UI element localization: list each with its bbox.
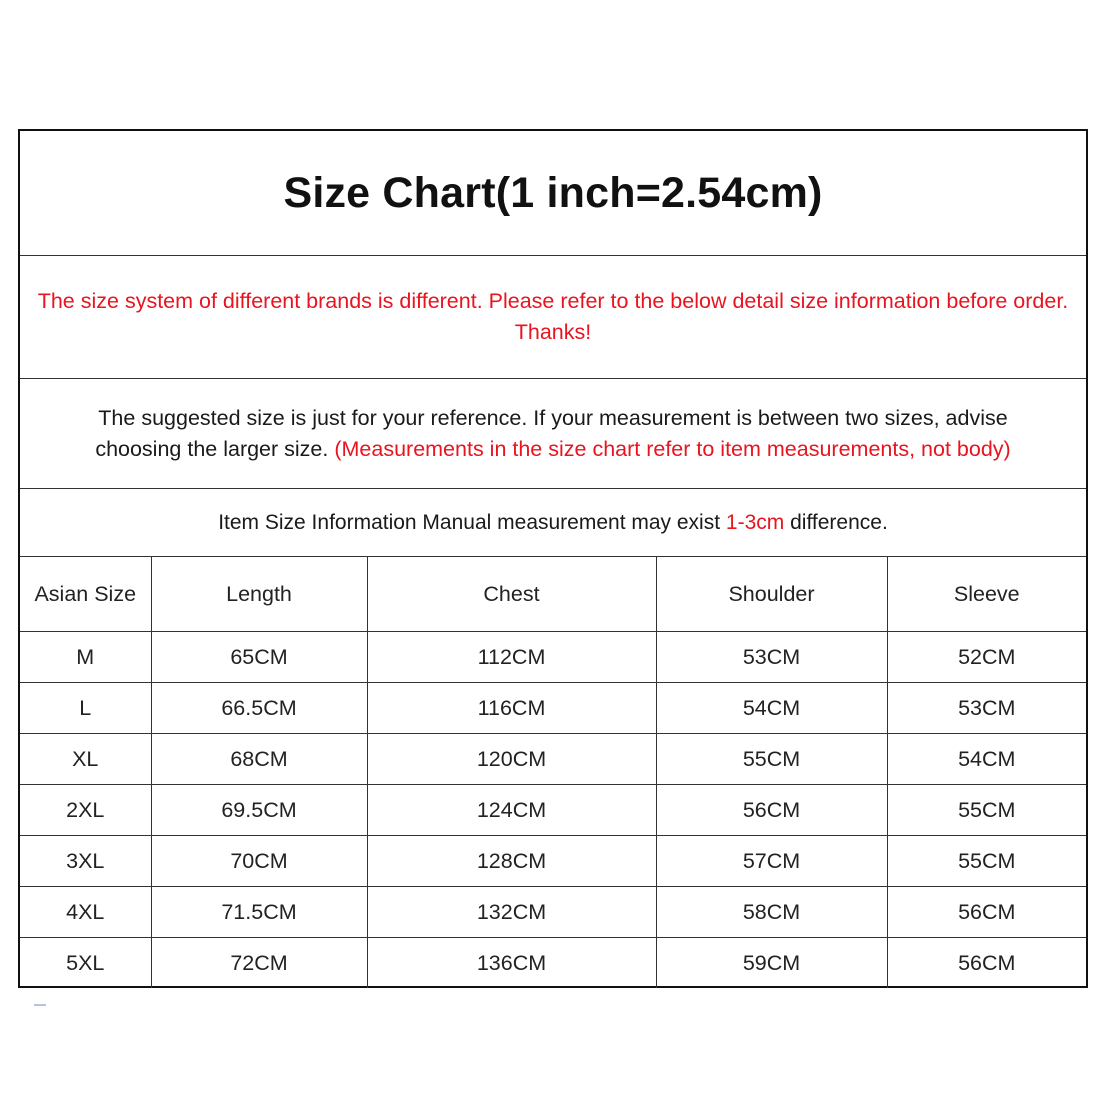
- title-block: [20, 131, 1086, 256]
- cell-chest: 116CM: [367, 683, 656, 734]
- decorative-mark: [34, 1004, 46, 1006]
- cell-sleeve: 54CM: [887, 734, 1086, 785]
- header-length: Length: [151, 557, 367, 632]
- cell-chest: 120CM: [367, 734, 656, 785]
- cell-chest: 128CM: [367, 836, 656, 887]
- note-text: [53, 403, 1053, 465]
- cell-length: 70CM: [151, 836, 367, 887]
- cell-shoulder: 56CM: [656, 785, 887, 836]
- cell-chest: 136CM: [367, 938, 656, 989]
- cell-sleeve: 56CM: [887, 938, 1086, 989]
- cell-shoulder: 57CM: [656, 836, 887, 887]
- note-main-text: The suggested size is just for your reference. If your measurement is between two sizes, advise choosing the larger size.: [95, 405, 1008, 461]
- info-after-text: difference.: [790, 510, 888, 534]
- cell-size: 4XL: [20, 887, 151, 938]
- cell-size: M: [20, 632, 151, 683]
- cell-size: 2XL: [20, 785, 151, 836]
- size-table: [20, 557, 1086, 988]
- cell-sleeve: 55CM: [887, 785, 1086, 836]
- cell-chest: 112CM: [367, 632, 656, 683]
- cell-sleeve: 56CM: [887, 887, 1086, 938]
- info-text: [218, 511, 888, 535]
- warning-block: [20, 256, 1086, 379]
- cell-sleeve: 53CM: [887, 683, 1086, 734]
- cell-chest: 124CM: [367, 785, 656, 836]
- cell-length: 71.5CM: [151, 887, 367, 938]
- info-before-text: Item Size Information Manual measurement may exist: [218, 510, 721, 534]
- table-row: [20, 734, 1086, 785]
- note-block: [20, 379, 1086, 489]
- cell-length: 68CM: [151, 734, 367, 785]
- cell-size: XL: [20, 734, 151, 785]
- cell-length: 65CM: [151, 632, 367, 683]
- note-highlight-text: (Measurements in the size chart refer to item measurements, not body): [334, 436, 1011, 461]
- size-chart-frame: [18, 129, 1088, 988]
- cell-shoulder: 54CM: [656, 683, 887, 734]
- cell-shoulder: 55CM: [656, 734, 887, 785]
- header-shoulder: Shoulder: [656, 557, 887, 632]
- info-range-text: 1-3cm: [725, 510, 785, 534]
- table-row: [20, 887, 1086, 938]
- cell-size: 5XL: [20, 938, 151, 989]
- cell-length: 72CM: [151, 938, 367, 989]
- table-row: [20, 785, 1086, 836]
- cell-sleeve: 55CM: [887, 836, 1086, 887]
- table-row: [20, 683, 1086, 734]
- table-header-row: [20, 557, 1086, 632]
- cell-chest: 132CM: [367, 887, 656, 938]
- cell-length: 69.5CM: [151, 785, 367, 836]
- cell-shoulder: 58CM: [656, 887, 887, 938]
- cell-size: L: [20, 683, 151, 734]
- warning-text: The size system of different brands is different. Please refer to the below detail size information before order. Thanks!: [37, 289, 1069, 344]
- cell-shoulder: 53CM: [656, 632, 887, 683]
- info-block: [20, 489, 1086, 557]
- table-row: [20, 632, 1086, 683]
- cell-length: 66.5CM: [151, 683, 367, 734]
- cell-shoulder: 59CM: [656, 938, 887, 989]
- table-row: [20, 836, 1086, 887]
- header-sleeve: Sleeve: [887, 557, 1086, 632]
- header-asian-size: Asian Size: [20, 557, 151, 632]
- cell-size: 3XL: [20, 836, 151, 887]
- page-title: Size Chart(1 inch=2.54cm): [283, 168, 823, 217]
- table-row: [20, 938, 1086, 989]
- header-chest: Chest: [367, 557, 656, 632]
- cell-sleeve: 52CM: [887, 632, 1086, 683]
